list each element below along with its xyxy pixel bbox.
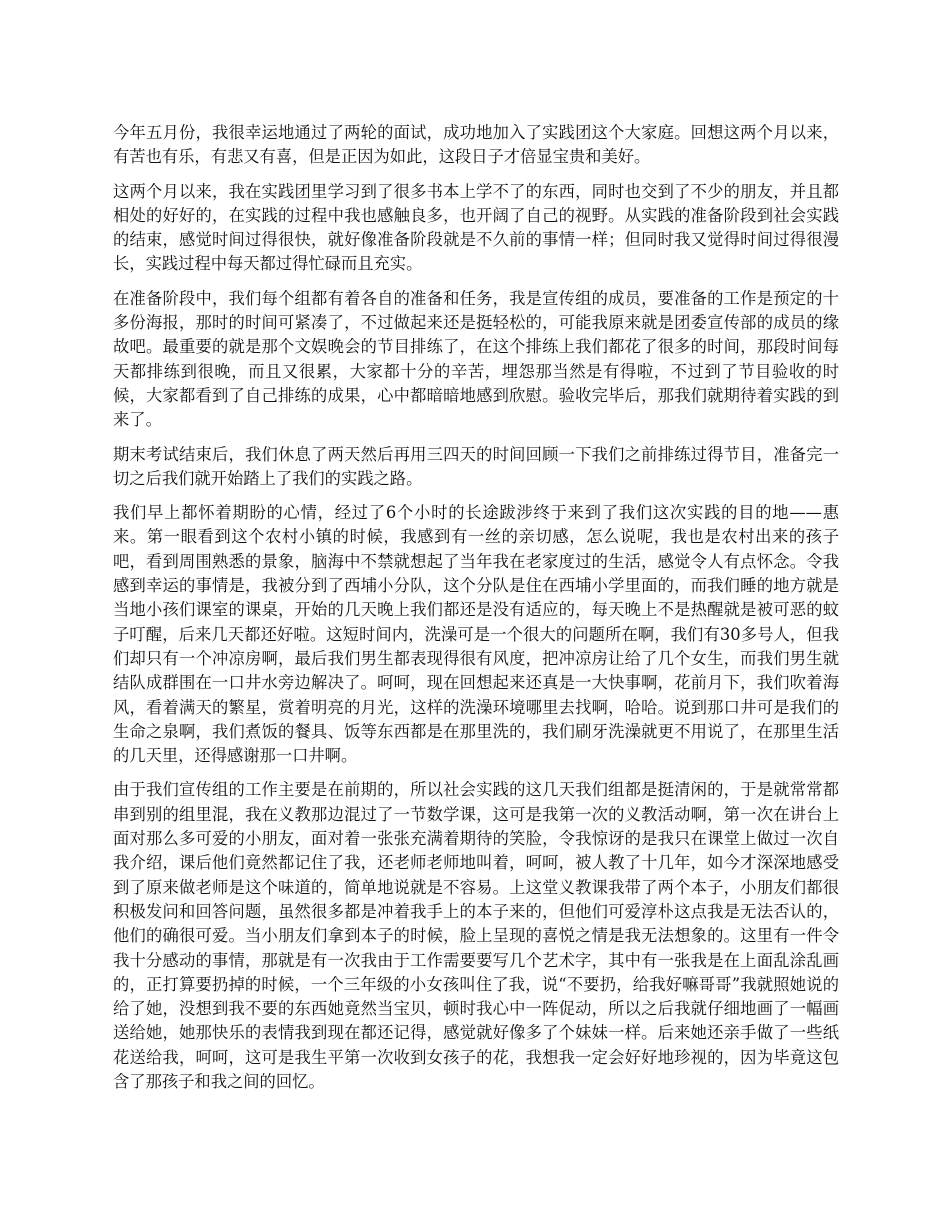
paragraph-1: 今年五月份，我很幸运地通过了两轮的面试，成功地加入了实践团这个大家庭。回想这两个月以来，有苦也有乐，有悲又有喜，但是正因为如此，这段日子才倍显宝贵和美好。 [113,123,839,167]
paragraph-4: 期末考试结束后，我们休息了两天然后再用三四天的时间回顾一下我们之前排练过得节目，准备完一切之后我们就开始踏上了我们的实践之路。 [113,444,839,488]
paragraph-6: 由于我们宣传组的工作主要是在前期的，所以社会实践的这几天我们组都是挺清闲的，于是就常常都串到别的组里混，我在义教那边混过了一节数学课，这可是我第一次的义教活动啊，第一次在讲台上面对那么多可爱的小朋友，面对着一张张充满着期待的笑脸，令我惊讶的是我只在课堂上做过一次自我介绍，课后他们竟然都记住了我，还老师老师地叫着，呵呵，被人教了十几年，如今才深深地感受到了原来做老师是这个味道的，简单地说就是不容易。上这堂义教课我带了两个本子，小朋友们都很积极发问和回答问题，虽然很多都是冲着我手上的本子来的，但他们可爱淳朴这点我是无法否认的，他们的确很可爱。当小朋友们拿到本子的时候，脸上呈现的喜悦之情是我无法想象的。这里有一件令我十分感动的事情，那就是有一次我由于工作需要要写几个艺术字，其中有一张我是在上面乱涂乱画的，正打算要扔掉的时候，一个三年级的小女孩叫住了我，说“不要扔，给我好嘛哥哥”我就照她说的给了她，没想到我不要的东西她竟然当宝贝，顿时我心中一阵促动，所以之后我就仔细地画了一幅画送给她，她那快乐的表情我到现在都还记得，感觉就好像多了个妹妹一样。后来她还亲手做了一些纸花送给我，呵呵，这可是我生平第一次收到女孩子的花，我想我一定会好好地珍视的，因为毕竟这包含了那孩子和我之间的回忆。 [113,780,839,1091]
paragraph-2: 这两个月以来，我在实践团里学习到了很多书本上学不了的东西，同时也交到了不少的朋友，并且都相处的好好的，在实践的过程中我也感触良多，也开阔了自己的视野。从实践的准备阶段到社会实践的结束，感觉时间过得很快，就好像准备阶段就是不久前的事情一样；但同时我又觉得时间过得很漫长，实践过程中每天都过得忙碌而且充实。 [113,181,839,274]
paragraph-3: 在准备阶段中，我们每个组都有着各自的准备和任务，我是宣传组的成员，要准备的工作是预定的十多份海报，那时的时间可紧凑了，不过做起来还是挺轻松的，可能我原来就是团委宣传部的成员的缘故吧。最重要的就是那个文娱晚会的节目排练了，在这个排练上我们都花了很多的时间，那段时间每天都排练到很晚，而且又很累，大家都十分的辛苦，埋怨那当然是有得啦，不过到了节目验收的时候，大家都看到了自己排练的成果，心中都暗暗地感到欣慰。验收完毕后，那我们就期待着实践的到来了。 [113,288,839,430]
document-body [113,121,839,1104]
paragraph-5: 我们早上都怀着期盼的心情，经过了6个小时的长途跋涉终于来到了我们这次实践的目的地——惠来。第一眼看到这个农村小镇的时候，我感到有一丝的亲切感，怎么说呢，我也是农村出来的孩子吧，看到周围熟悉的景象，脑海中不禁就想起了当年我在老家度过的生活，感觉令人有点怀念。令我感到幸运的事情是，我被分到了西埔小分队，这个分队是住在西埔小学里面的，而我们睡的地方就是当地小孩们课室的课桌，开始的几天晚上我们都还是没有适应的，每天晚上不是热醒就是被可恶的蚊子叮醒，后来几天都还好啦。这短时间内，洗澡可是一个很大的问题所在啊，我们有30多号人，但我们却只有一个冲凉房啊，最后我们男生都表现得很有风度，把冲凉房让给了几个女生，而我们男生就结队成群围在一口井水旁边解决了。呵呵，现在回想起来还真是一大快事啊，花前月下，我们吹着海风，看着满天的繁星，赏着明亮的月光，这样的洗澡环境哪里去找啊，哈哈。说到那口井可是我们的生命之泉啊，我们煮饭的餐具、饭等东西都是在那里洗的，我们刷牙洗澡就更不用说了，在那里生活的几天里，还得感谢那一口井啊。 [113,503,839,766]
